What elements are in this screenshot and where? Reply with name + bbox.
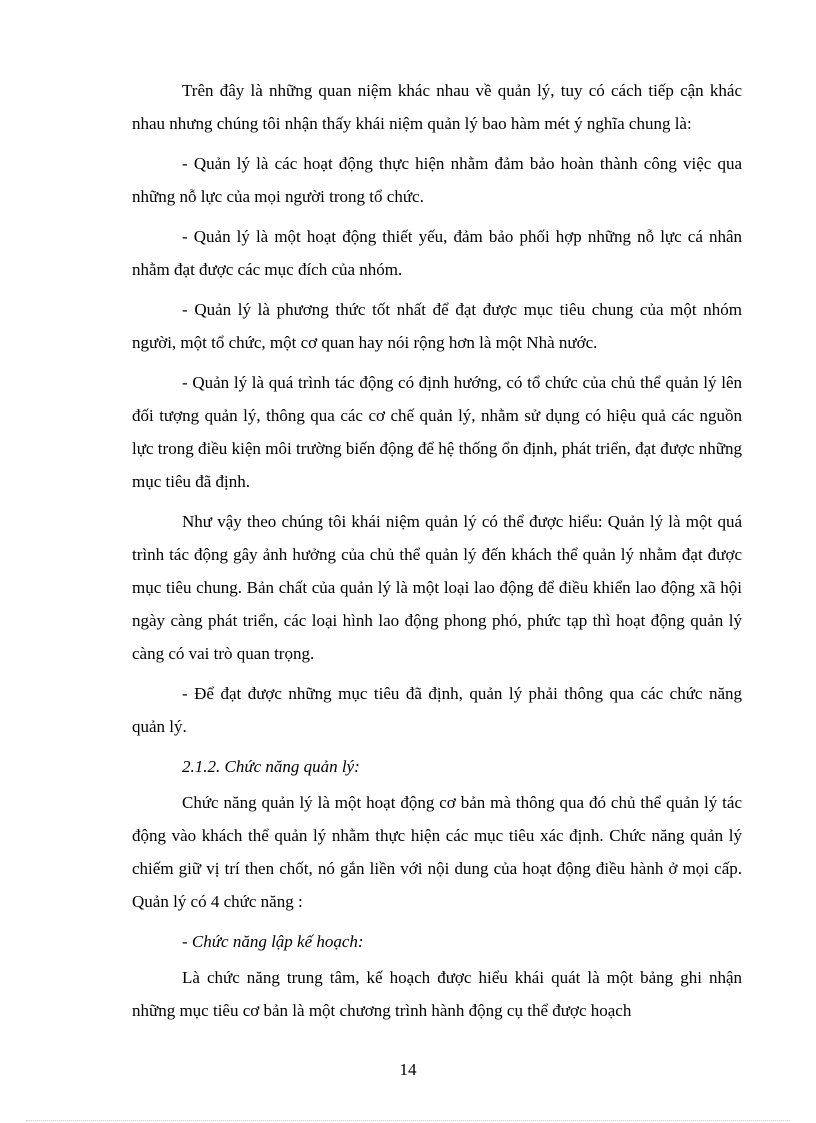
paragraph-bullet-1: - Quản lý là các hoạt động thực hiện nhằm đảm bảo hoàn thành công việc qua những nỗ lực của mọi người trong tổ chức. <box>132 154 742 206</box>
page-body <box>132 74 742 1034</box>
paragraph-intro: Trên đây là những quan niệm khác nhau về quản lý, tuy có cách tiếp cận khác nhau nhưng chúng tôi nhận thấy khái niệm quản lý bao hàm mét ý nghĩa chung là: <box>132 81 742 133</box>
page-number: 14 <box>399 1060 417 1079</box>
paragraph-bullet-5: - Để đạt được những mục tiêu đã định, quản lý phải thông qua các chức năng quản lý. <box>132 684 742 736</box>
paragraph-summary: Như vậy theo chúng tôi khái niệm quản lý có thể được hiểu: Quản lý là một quá trình tác động gây ảnh hưởng của chủ thể quản lý đến khách thể quản lý nhằm đạt được mục tiêu chung. Bản chất của quản lý là một loại lao động để điều khiển lao động xã hội ngày càng phát triển, các loại hình lao động phong phó, phức tạp thì hoạt động quản lý càng có vai trò quan trọng. <box>132 512 742 663</box>
paragraph-planning: Là chức năng trung tâm, kế hoạch được hiểu khái quát là một bảng ghi nhận những mục tiêu cơ bản là một chương trình hành động cụ thể được hoạch <box>132 968 742 1020</box>
paragraph-bullet-4: - Quản lý là quá trình tác động có định hướng, có tổ chức của chủ thể quản lý lên đối tượng quản lý, thông qua các cơ chế quản lý, nhằm sử dụng có hiệu quả các nguồn lực trong điều kiện môi trường biến động để hệ thống ổn định, phát triển, đạt được những mục tiêu đã định. <box>132 373 742 491</box>
paragraph-functions: Chức năng quản lý là một hoạt động cơ bản mà thông qua đó chủ thể quản lý tác động vào khách thể quản lý nhằm thực hiện các mục tiêu xác định. Chức năng quản lý chiếm giữ vị trí then chốt, nó gắn liền với nội dung của hoạt động điều hành ở mọi cấp. Quản lý có 4 chức năng : <box>132 793 742 911</box>
subsection-heading: - Chức năng lập kế hoạch: <box>182 932 364 951</box>
paragraph-bullet-2: - Quản lý là một hoạt động thiết yếu, đảm bảo phối hợp những nỗ lực cá nhân nhằm đạt được các mục đích của nhóm. <box>132 227 742 279</box>
section-heading: 2.1.2. Chức năng quản lý: <box>182 757 360 776</box>
page-bottom-divider <box>26 1120 790 1121</box>
paragraph-bullet-3: - Quản lý là phương thức tốt nhất để đạt được mục tiêu chung của một nhóm người, một tổ chức, một cơ quan hay nói rộng hơn là một Nhà nước. <box>132 300 742 352</box>
